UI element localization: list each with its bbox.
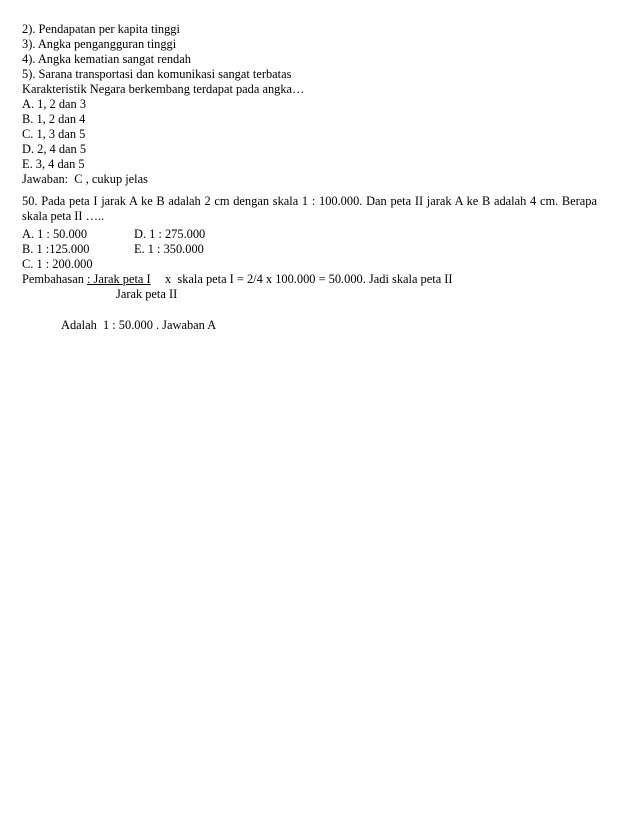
- option-a: A. 1, 2 dan 3: [22, 97, 87, 111]
- statement-4: 4). Angka kematian sangat rendah: [22, 52, 191, 66]
- question-prompt: Karakteristik Negara berkembang terdapat pada angka…: [22, 82, 305, 96]
- fraction-numerator: : Jarak peta I: [87, 272, 151, 286]
- option-d: D. 2, 4 dan 5: [22, 142, 87, 156]
- option-b: B. 1, 2 dan 4: [22, 112, 86, 126]
- statement-2: 2). Pendapatan per kapita tinggi: [22, 22, 180, 36]
- q50-option-d: D. 1 : 275.000: [134, 227, 206, 241]
- option-c: C. 1, 3 dan 5: [22, 127, 86, 141]
- question-50-text: 50. Pada peta I jarak A ke B adalah 2 cm dengan skala 1 : 100.000. Dan peta II jarak A ke B adalah 4 cm. Berapa skala peta II …..: [22, 194, 597, 223]
- answer-line: Jawaban: C , cukup jelas: [22, 172, 148, 186]
- option-e: E. 3, 4 dan 5: [22, 157, 85, 171]
- statement-3: 3). Angka pengangguran tinggi: [22, 37, 177, 51]
- statement-5: 5). Sarana transportasi dan komunikasi sangat terbatas: [22, 67, 292, 81]
- discussion-label: Pembahasan: [22, 272, 84, 286]
- q50-option-e: E. 1 : 350.000: [134, 242, 204, 256]
- fraction-denominator: Jarak peta II: [116, 287, 178, 301]
- conclusion-line: Adalah 1 : 50.000 . Jawaban A: [61, 318, 217, 332]
- q50-option-b: B. 1 :125.000: [22, 242, 90, 256]
- q50-option-c: C. 1 : 200.000: [22, 257, 93, 271]
- q50-option-a: A. 1 : 50.000: [22, 227, 88, 241]
- discussion-calculation: x skala peta I = 2/4 x 100.000 = 50.000. Jadi skala peta II: [165, 272, 453, 286]
